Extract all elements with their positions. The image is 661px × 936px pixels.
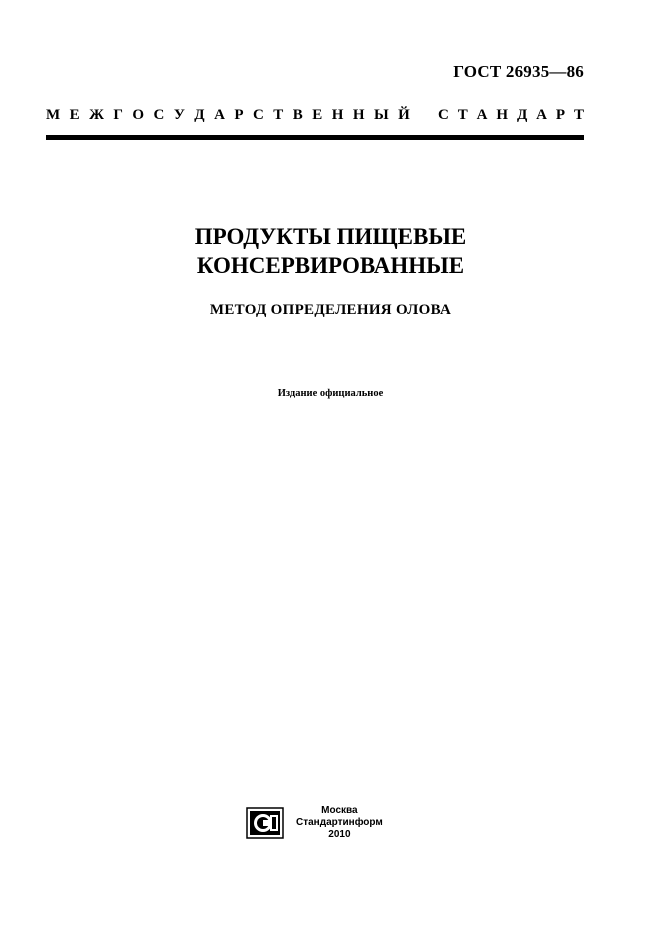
standard-type-letter: А [536, 107, 547, 123]
standard-type-letter: Н [352, 107, 365, 123]
standard-type-letter: Г [113, 107, 123, 123]
publisher-text [296, 805, 383, 841]
standard-type-letter: Д [516, 107, 528, 123]
standard-type-letter: С [153, 107, 165, 123]
standard-type-letter: Ы [373, 107, 389, 123]
standard-type-letter: М [46, 107, 61, 123]
standard-type-word-1 [46, 107, 410, 124]
standard-type-letter: У [173, 107, 185, 123]
standard-type-letter: А [476, 107, 488, 123]
standard-type-letter: О [132, 107, 145, 123]
standard-type-letter: Ж [89, 107, 104, 123]
title-line-1: ПРОДУКТЫ ПИЩЕВЫЕ [194, 224, 467, 249]
standartinform-logo-icon [246, 807, 284, 839]
standard-type-letter: Р [234, 107, 244, 123]
standard-type-letter: Й [398, 107, 410, 123]
header-rule [46, 135, 584, 140]
standard-type-letter: Т [273, 107, 284, 123]
edition-note: Издание официальное [277, 388, 384, 399]
standard-type-letter: Е [69, 107, 80, 123]
standard-type-letter: Т [573, 107, 584, 123]
standard-type-letter: С [438, 107, 449, 123]
publisher-city: Москва [321, 805, 358, 816]
standard-type-letter: С [252, 107, 264, 123]
standard-type-letter: В [292, 107, 303, 123]
standard-type-letter: Р [555, 107, 566, 123]
standard-type-letter: Н [496, 107, 509, 123]
gost-number: ГОСТ 26935—86 [453, 62, 584, 81]
standard-type-word-2 [438, 107, 584, 124]
standard-type-letter: Т [457, 107, 468, 123]
standard-type-letter: Е [312, 107, 323, 123]
standard-type-letter: А [214, 107, 225, 123]
publisher-name: Стандартинформ [296, 817, 383, 828]
document-title [0, 222, 661, 280]
publisher-block [246, 805, 383, 841]
standard-type-letter: Н [331, 107, 344, 123]
standard-type-letter: Д [194, 107, 205, 123]
title-line-2: КОНСЕРВИРОВАННЫЕ [196, 253, 465, 278]
publisher-year: 2010 [328, 829, 351, 840]
standard-type-heading [46, 107, 584, 124]
document-subtitle: МЕТОД ОПРЕДЕЛЕНИЯ ОЛОВА [209, 302, 452, 318]
